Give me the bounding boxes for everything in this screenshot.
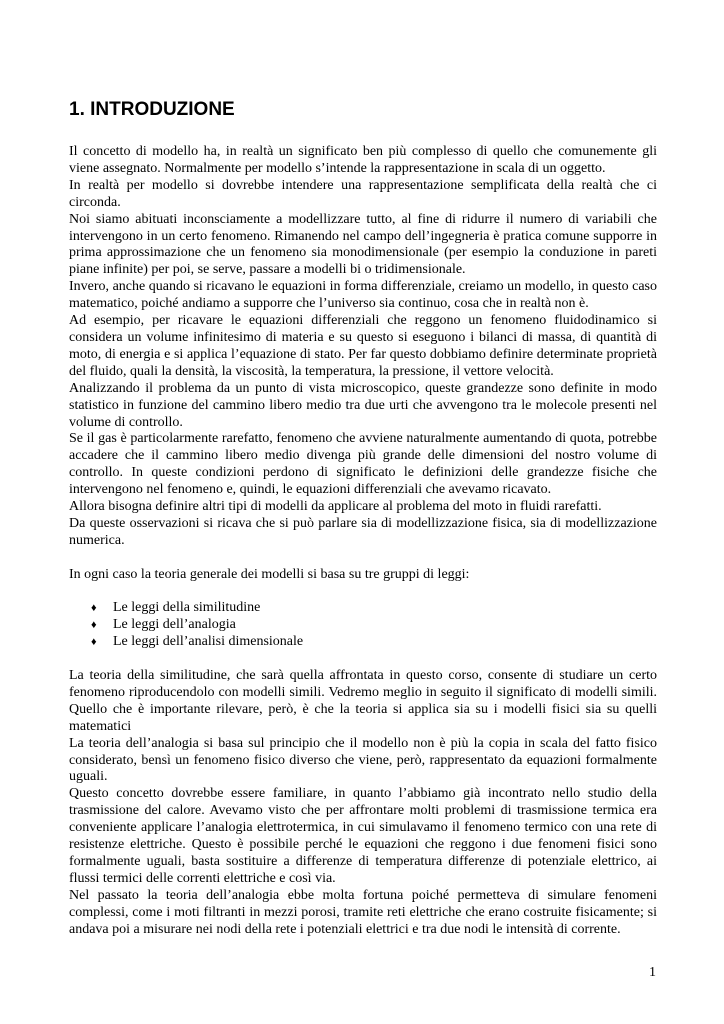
paragraph: Il concetto di modello ha, in realtà un significato ben più complesso di quello che comunemente gli viene assegnato. Normalmente per modello s’intende la rappresentazione in scala di un oggetto. (69, 144, 657, 176)
diamond-bullet-icon: ♦ (91, 619, 97, 632)
paragraph: Allora bisogna definire altri tipi di modelli da applicare al problema del moto in fluidi rarefatti. (69, 499, 602, 515)
paragraph: Noi siamo abituati inconsciamente a modellizzare tutto, al fine di ridurre il numero di variabili che intervengono in un certo fenomeno. Rimanendo nel campo dell’ingegneria è pratica comune supporre in prima approssimazione che un fenomeno sia monodimensionale (per esempio la conduzione in pareti piane infinite) per poi, se serve, passare a modelli bi o tridimensionale. (69, 211, 657, 278)
list-item-label: Le leggi della similitudine (113, 600, 261, 616)
list-item-label: Le leggi dell’analogia (113, 617, 236, 633)
section-heading: 1. INTRODUZIONE (69, 99, 235, 120)
paragraph: La teoria della similitudine, che sarà quella affrontata in questo corso, consente di studiare un certo fenomeno riproducendolo con modelli simili. Vedremo meglio in seguito il significato di modelli simili. Quello che è importante rilevare, però, è che la teoria si applica sia su i modelli fisici sia su quelli matematici (69, 668, 657, 734)
paragraph: Nel passato la teoria dell’analogia ebbe molta fortuna poiché permetteva di simulare fenomeni complessi, come i moti filtranti in mezzi porosi, tramite reti elettriche che erano costruite fisicamente; si andava poi a misurare nei nodi della rete i potenziali elettrici e tra due nodi le intensità di corrente. (69, 887, 657, 937)
list-item (91, 600, 657, 617)
diamond-bullet-icon: ♦ (91, 636, 97, 649)
paragraph: In realtà per modello si dovrebbe intendere una rappresentazione semplificata della realtà che ci circonda. (69, 177, 657, 210)
laws-list (69, 600, 657, 651)
list-item (91, 634, 657, 651)
paragraph: Analizzando il problema da un punto di vista microscopico, queste grandezze sono definite in modo statistico in funzione del cammino libero medio tra due urti che avvengono tra le molecole presenti nel volume di controllo. (69, 380, 657, 430)
body-text (69, 144, 657, 939)
paragraph: Questo concetto dovrebbe essere familiare, in quanto l’abbiamo già incontrato nello studio della trasmissione del calore. Avevamo visto che per affrontare molti problemi di trasmissione termica era conveniente applicare l’analogia elettrotermica, in cui simulavamo il fenomeno termico con una rete di resistenze elettriche. Questo è possibile perché le equazioni che reggono i due fenomeni fisici sono formalmente uguali, basta sostituire a differenze di temperatura differenze di potenziale elettrico, ai flussi termici delle correnti elettriche e così via. (69, 786, 657, 886)
list-item (91, 617, 657, 634)
paragraph: La teoria dell’analogia si basa sul principio che il modello non è più la copia in scala del fatto fisico considerato, bensì un fenomeno fisico diverso che viene, però, rappresentato da equazioni formalmente uguali. (69, 735, 657, 785)
paragraph: Invero, anche quando si ricavano le equazioni in forma differenziale, creiamo un modello, in questo caso matematico, poiché andiamo a supporre che l’universo sia continuo, cosa che in realtà non è. (69, 279, 657, 312)
paragraph: Se il gas è particolarmente rarefatto, fenomeno che avviene naturalmente aumentando di quota, potrebbe accadere che il cammino libero medio divenga più grande delle dimensioni del nostro volume di controllo. In queste condizioni perdono di significato le definizioni delle grandezze fisiche che intervengono nel fenomeno e, quindi, le equazioni differenziali che avevamo ricavato. (69, 431, 657, 498)
list-intro: In ogni caso la teoria generale dei modelli si basa su tre gruppi di leggi: (69, 566, 470, 582)
list-item-label: Le leggi dell’analisi dimensionale (113, 634, 304, 650)
page-number: 1 (649, 965, 656, 980)
diamond-bullet-icon: ♦ (91, 602, 97, 615)
paragraph: Ad esempio, per ricavare le equazioni differenziali che reggono un fenomeno fluidodinamico si considera un volume infinitesimo di materia e su questo si eseguono i bilanci di massa, di quantità di moto, di energia e si applica l’equazione di stato. Per far questo dobbiamo definire determinate proprietà del fluido, quali la densità, la viscosità, la temperatura, la pressione, il vettore velocità. (69, 313, 657, 379)
paragraph: Da queste osservazioni si ricava che si può parlare sia di modellizzazione fisica, sia di modellizzazione numerica. (69, 515, 657, 548)
